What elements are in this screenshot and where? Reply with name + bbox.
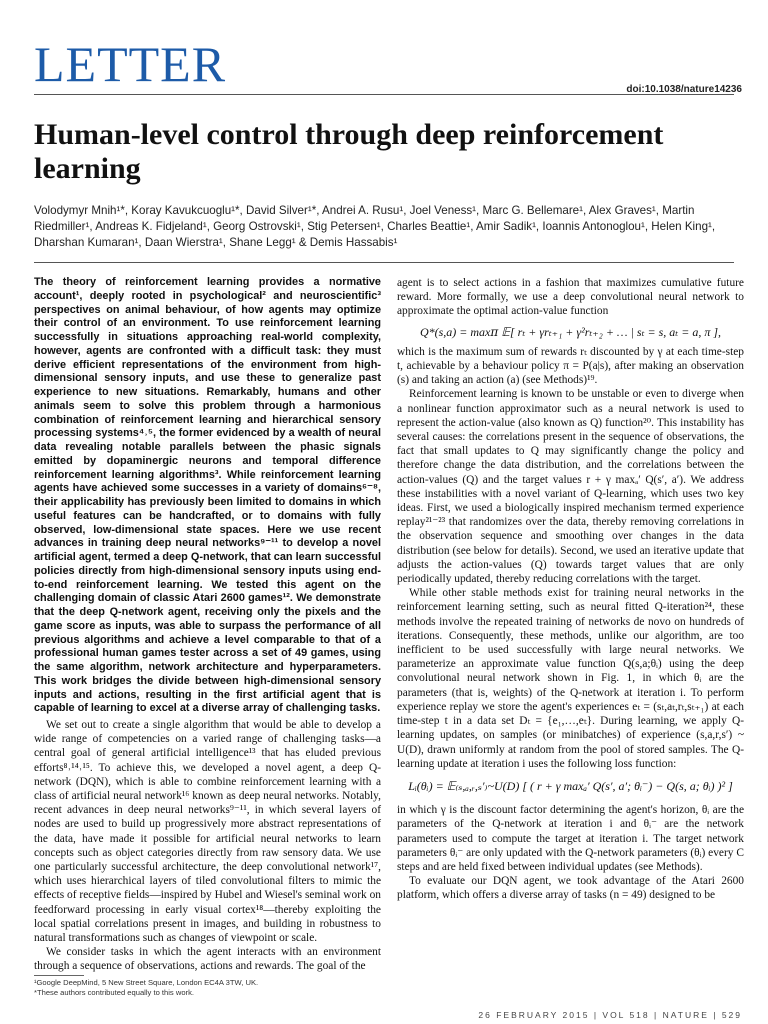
affiliation-footnote: ¹Google DeepMind, 5 New Street Square, London EC4A 3TW, UK. — [34, 978, 259, 987]
doi[interactable]: doi:10.1038/nature14236 — [626, 84, 742, 95]
left-column — [34, 276, 381, 974]
equation-q-star: Q*(s,a) = max𝜋 𝔼[ rₜ + γrₜ₊₁ + γ²rₜ₊₂ + … | sₜ = s, aₜ = a, π ], — [419, 324, 722, 339]
footnotes — [34, 978, 258, 998]
footnote-rule — [34, 975, 84, 976]
body-paragraph: agent is to select actions in a fashion that maximizes cumulative future reward. More formally, we use a deep convolutional neural network to approximate the optimal action-value function — [397, 277, 744, 318]
equal-contribution-footnote: *These authors contributed equally to this work. — [34, 988, 194, 997]
body-paragraph: We set out to create a single algorithm that would be able to develop a wide range of competencies on a varied range of challenging tasks—a central goal of general artificial intelligence¹³ that has eluded previous efforts⁸˒¹⁴˒¹⁵. To achieve this, we developed a novel agent, a deep Q-network (DQN), which is able to combine reinforcement learning with a class of artificial neural network¹⁶ known as deep neural networks. Notably, recent advances in deep neural networks⁹⁻¹¹, in which several layers of nodes are used to build up progressively more abstract representations of the data, have made it possible for artificial neural networks to learn concepts such as object categories directly from raw sensory data. We use one particularly successful architecture, the deep convolutional network¹⁷, which uses hierarchical layers of tiled convolutional filters to mimic the effects of receptive fields—inspired by Hubel and Wiesel's seminal work on feedforward processing in early visual cortex¹⁸—thereby exploiting the local spatial correlations present in images, and building in robustness to natural transformations such as changes of viewpoint or scale. — [34, 719, 381, 945]
abstract: The theory of reinforcement learning provides a normative account¹, deeply rooted in psychological² and neuroscientific³ perspectives on animal behaviour, of how agents may optimize their control of an environment. To use reinforcement learning successfully in situations approaching real-world complexity, however, agents are confronted with a difficult task: they must derive efficient representations of the environment from high-dimensional sensory inputs, and use these to generalize past experience to new situations. Remarkably, humans and other animals seem to solve this problem through a harmonious combination of reinforcement learning and hierarchical sensory processing systems⁴˒⁵, the former evidenced by a wealth of neural data revealing notable parallels between the phasic signals emitted by dopaminergic neurons and temporal difference reinforcement learning algorithms³. While reinforcement learning agents have achieved some successes in a variety of domains⁶⁻⁸, their applicability has previously been limited to domains in which useful features can be handcrafted, or to domains with fully observed, low-dimensional state spaces. Here we use recent advances in training deep neural networks⁹⁻¹¹ to develop a novel artificial agent, termed a deep Q-network, that can learn successful policies directly from high-dimensional sensory inputs using end-to-end reinforcement learning. We tested this agent on the challenging domain of classic Atari 2600 games¹². We demonstrate that the deep Q-network agent, receiving only the pixels and the game score as inputs, was able to surpass the performance of all previous algorithms and achieve a level comparable to that of a professional human games tester across a set of 49 games, using the same algorithm, network architecture and hyperparameters. This work bridges the divide between high-dimensional sensory inputs and actions, resulting in the first artificial agent that is capable of learning to excel at a diverse array of challenging tasks. — [34, 276, 381, 715]
body-paragraph: We consider tasks in which the agent interacts with an environment through a sequence of observations, actions and rewards. The goal of the — [34, 946, 381, 973]
title-rule — [34, 262, 734, 263]
body-paragraph: Reinforcement learning is known to be unstable or even to diverge when a nonlinear function approximator such as a neural network is used to represent the action-value (also known as Q) function²⁰. This instability has several causes: the correlations present in the sequence of observations, the fact that small updates to Q may significantly change the policy and therefore change the data distribution, and the correlations between the action-values (Q) and the target values r + γ maxₐ′ Q(s′, a′). We address these instabilities with a novel variant of Q-learning, which uses two key ideas. First, we used a biologically inspired mechanism termed experience replay²¹⁻²³ that randomizes over the data, thereby removing correlations in the observation sequence and smoothing over changes in the data distribution (see below for details). Second, we used an iterative update that adjusts the action-values (Q) towards target values that are only periodically updated, thereby reducing correlations with the target. — [397, 388, 744, 586]
body-paragraph: which is the maximum sum of rewards rₜ discounted by γ at each time-step t, achievable by a behaviour policy π = P(a|s), after making an observation (s) and taking an action (a) (see Methods)¹⁹. — [397, 345, 744, 387]
article-title: Human-level control through deep reinforcement learning — [34, 118, 664, 185]
equation-loss: Lᵢ(θᵢ) = 𝔼₍ₛ,ₐ,ᵣ,ₛ′₎~U(D) [ ( r + γ maxₐ′ Q(s′, a′; θᵢ⁻) − Q(s, a; θᵢ) )² ] — [408, 778, 733, 793]
body-paragraph: To evaluate our DQN agent, we took advantage of the Atari 2600 platform, which offers a diverse array of tasks (n = 49) designed to be — [397, 875, 744, 902]
page-footer: 26 FEBRUARY 2015 | VOL 518 | NATURE | 529 — [478, 1010, 742, 1020]
author-list: Volodymyr Mnih¹*, Koray Kavukcuoglu¹*, David Silver¹*, Andrei A. Rusu¹, Joel Veness¹, Marc G. Bellemare¹, Alex Graves¹, Martin Riedmiller¹, Andreas K. Fidjeland¹, Georg Ostrovski¹, Stig Petersen¹, Charles Beattie¹, Amir Sadik¹, Ioannis Antonoglou¹, Helen King¹, Dharshan Kumaran¹, Daan Wierstra¹, Shane Legg¹ & Demis Hassabis¹ — [34, 204, 716, 249]
right-column — [397, 276, 744, 903]
body-paragraph: in which γ is the discount factor determining the agent's horizon, θᵢ are the parameters of the Q-network at iteration i and θᵢ⁻ are the network parameters used to compute the target at iteration i. The target network parameters θᵢ⁻ are only updated with the Q-network parameters (θᵢ) every C steps and are held fixed between individual updates (see Methods). — [397, 804, 744, 873]
body-paragraph: While other stable methods exist for training neural networks in the reinforcement learning setting, such as neural fitted Q-iteration²⁴, these methods involve the repeated training of networks de novo on hundreds of iterations. Consequently, these methods, unlike our algorithm, are too inefficient to be used successfully with large neural networks. We parameterize an approximate value function Q(s,a;θᵢ) using the deep convolutional neural network shown in Fig. 1, in which θᵢ are the parameters (that is, weights) of the Q-network at iteration i. To perform experience replay we store the agent's experiences eₜ = (sₜ,aₜ,rₜ,sₜ₊₁) at each time-step t in a data set Dₜ = {e₁,…,eₜ}. During learning, we apply Q-learning updates, on samples (or minibatches) of experience (s,a,r,s′) ~ U(D), drawn uniformly at random from the pool of stored samples. The Q-learning update at iteration i uses the following loss function: — [397, 587, 744, 770]
section-label: LETTER — [34, 36, 227, 92]
